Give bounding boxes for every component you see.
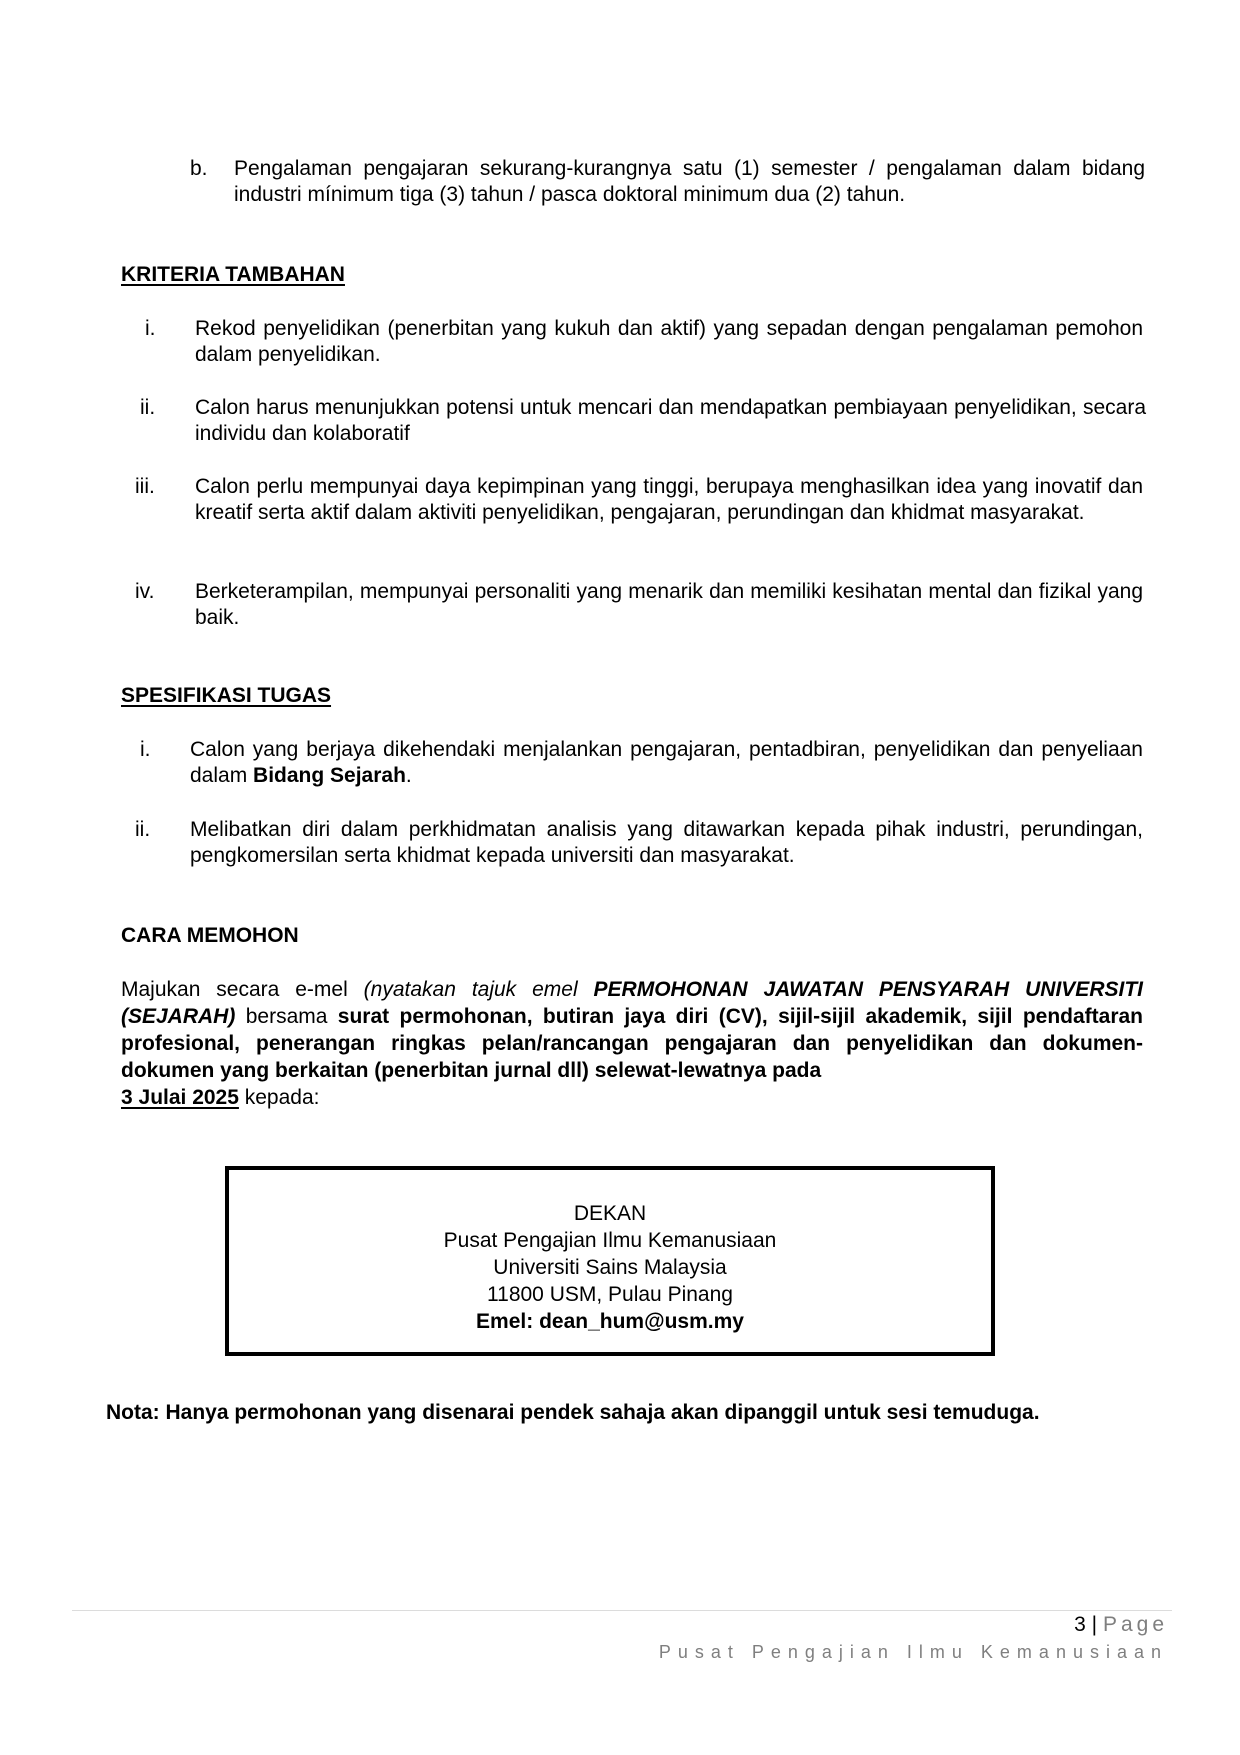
deadline-date: 3 Julai 2025 xyxy=(121,1086,239,1109)
list-item-text: Calon harus menunjukkan potensi untuk mencari dan mendapatkan pembiayaan penyelidikan, secara individu dan kolaboratif xyxy=(195,396,1146,445)
email-subject-text: PERMOHONAN JAWATAN PENSYARAH UNIVERSITI (SEJARAH) xyxy=(121,978,1143,1028)
list-item-text: Melibatkan diri dalam perkhidmatan analisis yang ditawarkan kepada pihak industri, perundingan, pengkomersilan serta khidmat kepada universiti dan masyarakat. xyxy=(190,818,1143,867)
section-heading-kriteria: KRITERIA TAMBAHAN xyxy=(121,263,345,286)
application-paragraph xyxy=(121,976,1143,1111)
section-heading-spesifikasi: SPESIFIKASI TUGAS xyxy=(121,684,332,707)
list-item-text: Berketerampilan, mempunyai personaliti yang menarik dan memiliki kesihatan mental dan fizikal yang baik. xyxy=(195,580,1143,629)
address-university: Universiti Sains Malaysia xyxy=(493,1256,727,1279)
page-number xyxy=(1074,1612,1168,1638)
para-text: kepada: xyxy=(238,1086,320,1109)
list-marker: i. xyxy=(140,738,151,761)
page-number-value: 3 xyxy=(1074,1613,1086,1636)
list-item-text-part: Calon yang berjaya dikehendaki menjalankan pengajaran, pentadbiran, penyelidikan dan penyeliaan dalam xyxy=(190,738,1143,787)
list-item xyxy=(145,316,1143,368)
page-label: Page xyxy=(1102,1613,1168,1636)
list-item xyxy=(135,579,1143,631)
list-item xyxy=(190,156,1145,208)
list-item xyxy=(140,737,1143,789)
list-marker: ii. xyxy=(135,818,151,841)
list-marker: b. xyxy=(190,157,208,180)
list-item xyxy=(135,817,1143,869)
footer-organization: Pusat Pengajian Ilmu Kemanusiaan xyxy=(658,1642,1168,1662)
address-title: DEKAN xyxy=(573,1202,647,1225)
list-item-text: Rekod penyelidikan (penerbitan yang kukuh dan aktif) yang sepadan dengan pengalaman pemohon dalam penyelidikan. xyxy=(195,317,1143,366)
address-box xyxy=(225,1166,995,1356)
para-text: bersama xyxy=(235,1005,338,1028)
list-marker: iii. xyxy=(135,475,155,498)
address-school: Pusat Pengajian Ilmu Kemanusiaan xyxy=(443,1229,777,1252)
note-text: Nota: Hanya permohonan yang disenarai pendek sahaja akan dipanggil untuk sesi temuduga. xyxy=(106,1401,1040,1424)
list-item-text-end: . xyxy=(405,764,412,787)
footer-divider xyxy=(72,1610,1172,1611)
required-documents-text: surat permohonan, butiran jaya diri (CV), sijil-sijil akademik, sijil pendaftaran profesional, penerangan ringkas pelan/rancangan pengajaran dan penyelidikan dan dokumen-dokumen yang berkaitan (penerbitan jurnal dll) selewat-lewatnya pada xyxy=(121,1005,1143,1082)
section-heading-cara: CARA MEMOHON xyxy=(121,924,299,947)
list-item xyxy=(140,395,1146,447)
list-marker: iv. xyxy=(135,580,155,603)
list-item xyxy=(135,474,1143,526)
list-item-text: Calon perlu mempunyai daya kepimpinan yang tinggi, berupaya menghasilkan idea yang inovatif dan kreatif serta aktif dalam aktiviti penyelidikan, pengajaran, perundingan dan khidmat masyarakat. xyxy=(195,475,1143,524)
list-item-text: Pengalaman pengajaran sekurang-kurangnya satu (1) semester / pengalaman dalam bidang industri mínimum tiga (3) tahun / pasca doktoral minimum dua (2) tahun. xyxy=(234,157,1145,206)
page-separator: | xyxy=(1091,1613,1098,1636)
para-italic-text: (nyatakan tajuk emel xyxy=(363,978,594,1001)
list-marker: ii. xyxy=(140,396,156,419)
address-city: 11800 USM, Pulau Pinang xyxy=(487,1283,733,1306)
list-item-text xyxy=(190,737,1143,789)
bidang-sejarah-text: Bidang Sejarah xyxy=(253,764,406,787)
list-marker: i. xyxy=(145,317,156,340)
address-email: Emel: dean_hum@usm.my xyxy=(476,1310,744,1333)
para-text: Majukan secara e-mel xyxy=(121,978,364,1001)
